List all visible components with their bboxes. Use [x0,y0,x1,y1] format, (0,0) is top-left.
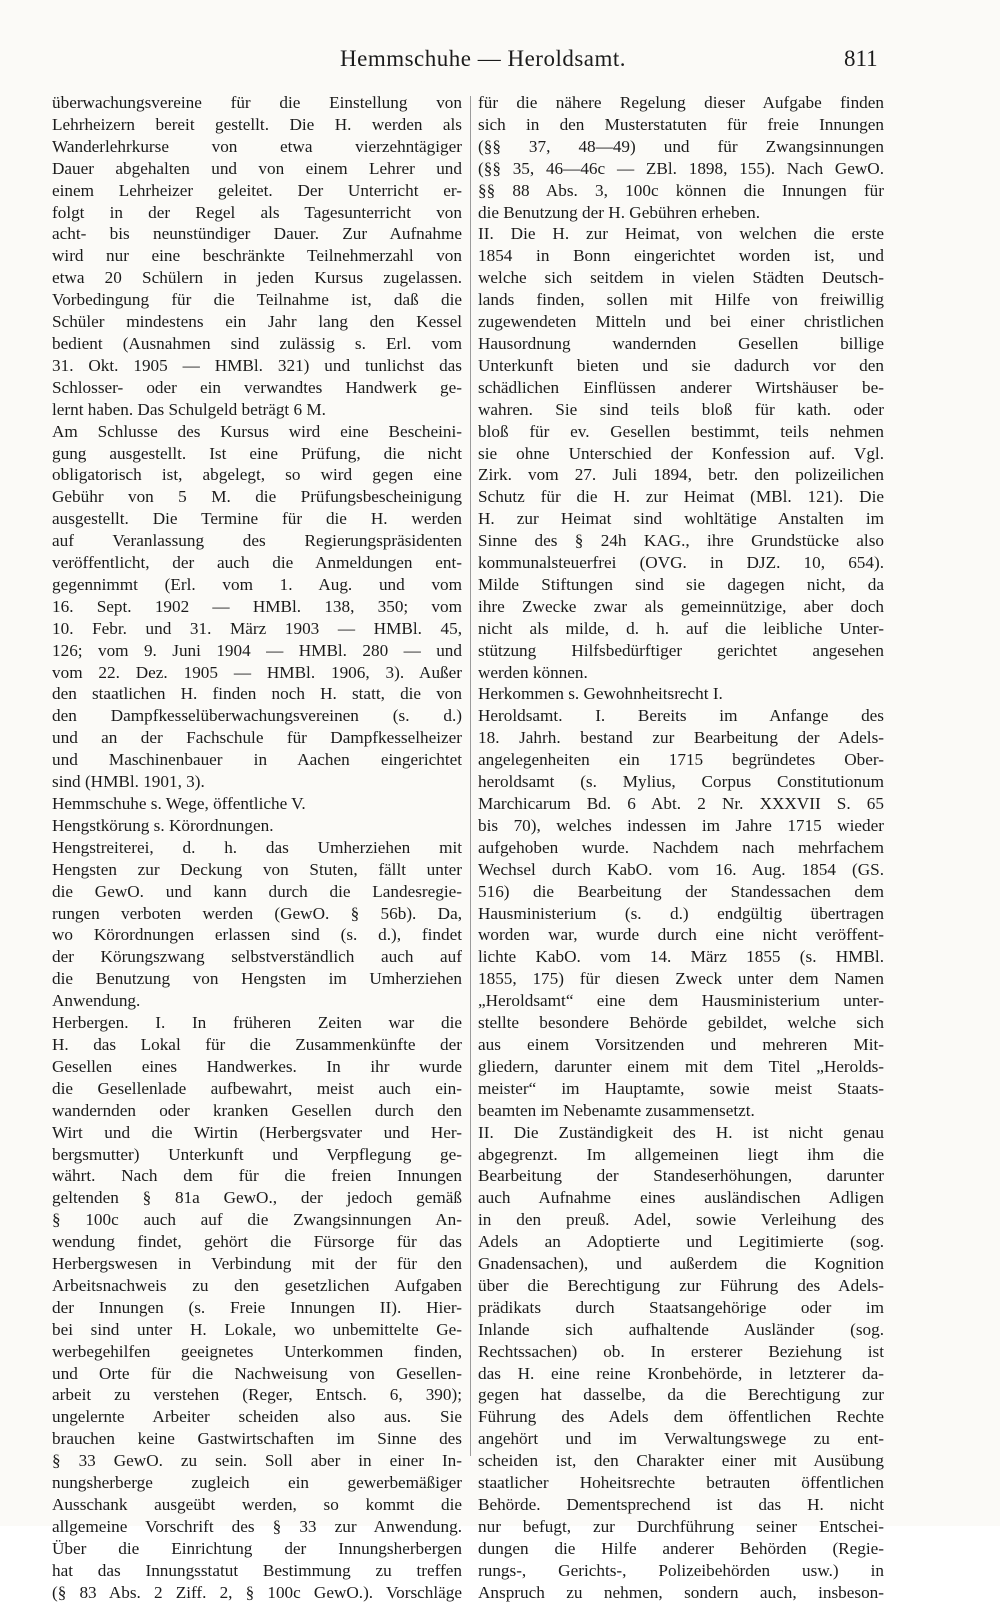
text-line: und an der Fachschule für Dampfkesselheizer [52,728,462,748]
text-line: (§ 83 Abs. 2 Ziff. 2, § 100c GewO.). Vorschläge [52,1582,462,1602]
text-line: Gesellen eines Handwerkes. In ihr wurde [52,1056,462,1076]
text-line: Behörde. Dementsprechend ist das H. nicht [478,1495,884,1514]
text-line: Anspruch zu nehmen, sondern auch, insbeson- [478,1582,884,1602]
text-line: Milde Stiftungen sind sie dagegen nicht, da [478,574,884,594]
text-line: gung ausgestellt. Ist eine Prüfung, die nicht [52,443,462,463]
text-line: 1854 in Bonn eingerichtet worden ist, und [478,246,884,266]
text-line: Schutz für die H. zur Heimat (MBl. 121). Die [478,487,884,507]
text-line: lichte KabO. vom 14. März 1855 (s. HMBl. [478,947,884,967]
text-line: werden können. [478,662,588,682]
text-line: brauchen keine Gastwirtschaften im Sinne des [52,1429,462,1449]
text-line: gliedern, darunter einem mit dem Titel „Herolds- [478,1056,884,1076]
text-line: „Heroldsamt“ eine dem Hausministerium unter- [478,991,884,1011]
text-line: Wirt und die Wirtin (Herbergsvater und Her- [52,1122,462,1142]
left-column [52,92,462,1604]
text-line: Hemmschuhe s. Wege, öffentliche V. [52,794,306,813]
text-line: 31. Okt. 1905 — HMBl. 321) und tunlichst das [52,355,462,375]
text-line: Hausministerium (s. d.) endgültig übertragen [478,903,884,923]
right-column [478,92,884,1604]
text-line: stellte besondere Behörde gebildet, welche sich [478,1013,884,1033]
text-line: wo Körordnungen erlassen sind (s. d.), findet [52,925,462,945]
text-line: Über die Einrichtung der Innungsherbergen [52,1538,462,1558]
text-line: (§§ 37, 48—49) und für Zwangsinnungen [478,136,884,156]
text-line: die Benutzung von Hengsten im Umherziehen [52,969,462,989]
text-line: bis 70), welches indessen im Jahre 1715 wieder [478,815,884,835]
text-line: angehört und im Verwaltungswege zu ent- [478,1429,884,1449]
text-line: Führung des Adels dem öffentlichen Rechte [478,1407,884,1427]
text-line: schädlichen Einflüssen anderer Wirtshäuser be- [478,377,884,397]
text-line: auf Veranlassung des Regierungspräsidenten [52,531,462,551]
text-line: scheiden ist, den Charakter einer mit Ausübung [478,1451,884,1471]
text-line: lernt haben. Das Schulgeld beträgt 6 M. [52,399,326,419]
column-divider [470,96,471,1456]
text-line: Adels an Adoptierte und Legitimierte (sog. [478,1232,884,1252]
text-line: ihre Zwecke zwar als gemeinnützige, aber doch [478,596,884,616]
text-line: Herbergswesen in Verbindung mit der für den [52,1254,462,1274]
text-line: Herkommen s. Gewohnheitsrecht I. [478,684,723,704]
text-line: heroldsamt (s. Mylius, Corpus Constitutionum [478,772,884,792]
text-line: der Körungszwang selbstverständlich auch auf [52,947,462,967]
text-line: geltenden § 81a GewO., der jedoch gemäß [52,1188,462,1208]
text-line: meister“ im Hauptamte, sowie meist Staats- [478,1078,884,1098]
text-line: 16. Sept. 1902 — HMBl. 138, 350; vom [52,596,462,616]
text-line: bergsmutter) Unterkunft und Verpflegung ge- [52,1144,462,1164]
text-line: gegennimmt (Erl. vom 1. Aug. und vom [52,574,462,594]
text-line: gegen hat dasselbe, da die Berechtigung zur [478,1385,884,1405]
text-line: abgegrenzt. Im allgemeinen liegt ihm die [478,1144,884,1164]
text-line: kommunalsteuerfrei (OVG. in DJZ. 10, 654). [478,553,884,573]
text-line: acht- bis neunstündiger Dauer. Zur Aufnahme [52,224,462,244]
text-line: II. Die H. zur Heimat, von welchen die erste [478,224,884,244]
text-line: nicht als milde, d. h. auf die leibliche Unter- [478,618,884,638]
text-line: (§§ 35, 46—46c — ZBl. 1898, 155). Nach GewO. [478,158,884,178]
text-line: wahren. Sie sind teils bloß für kath. oder [478,399,884,419]
text-line: sie ohne Unterschied der Konfession auf. Vgl. [478,443,884,463]
text-line: Inlande sich aufhaltende Ausländer (sog. [478,1319,884,1339]
text-line: etwa 20 Schülern in jeden Kursus zugelassen. [52,268,462,288]
text-line: obligatorisch ist, abgelegt, so wird gegen eine [52,465,462,485]
text-line: nur befugt, zur Durchführung seiner Entschei- [478,1516,884,1536]
text-line: für die nähere Regelung dieser Aufgabe finden [478,93,884,112]
text-line: Zirk. vom 27. Juli 1894, betr. den polizeilichen [478,465,884,485]
text-line: und Orte für die Nachweisung von Gesellen- [52,1363,462,1383]
text-line: bei sind unter H. Lokale, wo unbemittelte Ge- [52,1319,462,1339]
text-line: vom 22. Dez. 1905 — HMBl. 1906, 3). Außer [52,662,462,682]
text-line: staatlicher Hoheitsrechte betrauten öffentlichen [478,1473,884,1493]
text-line: Ausschank ausgeübt werden, so kommt die [52,1495,462,1514]
text-line: die Gesellenlade aufbewahrt, meist auch ein- [52,1078,462,1098]
text-line: und Maschinenbauer in Aachen eingerichtet [52,750,462,770]
text-line: Schlosser- oder ein verwandtes Handwerk ge- [52,377,462,397]
text-line: wandernden oder kranken Gesellen durch den [52,1100,462,1120]
text-line: Sinne des § 24h KAG., ihre Grundstücke also [478,531,884,551]
text-line: folgt in der Regel als Tagesunterricht von [52,202,462,222]
text-line: arbeit zu verstehen (Reger, Entsch. 6, 390); [52,1385,462,1405]
text-line: dungen die Hilfe anderer Behörden (Regie- [478,1538,884,1558]
text-line: § 100c auch auf die Zwangsinnungen An- [52,1210,462,1230]
text-line: wendung findet, gehört die Fürsorge für das [52,1232,462,1252]
text-line: Hengstreiterei, d. h. das Umherziehen mit [52,837,462,857]
text-line: auch Aufnahme eines ausländischen Adligen [478,1188,884,1208]
text-line: bloß für ev. Gesellen bestimmt, teils nehmen [478,421,884,441]
text-line: Hausordnung wandernden Gesellen billige [478,333,884,353]
text-line: währt. Nach dem für die freien Innungen [52,1166,462,1186]
text-line: Gebühr von 5 M. die Prüfungsbescheinigung [52,487,462,507]
text-line: rungen verboten werden (GewO. § 56b). Da, [52,903,462,923]
text-line: veröffentlicht, der auch die Anmeldungen ent- [52,553,462,573]
text-line: nungsherberge zugleich ein gewerbemäßiger [52,1473,462,1493]
text-line: das H. eine reine Kronbehörde, in letzterer da- [478,1363,884,1383]
text-line: einem Lehrheizer geleitet. Der Unterricht er- [52,180,462,200]
text-line: aufgehoben wurde. Nachdem nach mehrfachem [478,837,884,857]
text-line: 126; vom 9. Juni 1904 — HMBl. 280 — und [52,640,462,660]
text-line: angelegenheiten ein 1715 begründetes Ober- [478,750,884,770]
text-line: den Dampfkesselüberwachungsvereinen (s. d.) [52,706,462,726]
text-line: Heroldsamt. I. Bereits im Anfange des [478,706,884,726]
text-line: bedient (Ausnahmen sind zulässig s. Erl. vom [52,333,462,353]
text-line: worden war, wurde durch eine nicht veröffent- [478,925,884,945]
text-line: Anwendung. [52,991,141,1011]
text-line: Wanderlehrkurse von etwa vierzehntägiger [52,136,462,156]
text-line: prädikats durch Staatsangehörige oder im [478,1297,884,1317]
text-line: wird nur eine beschränkte Teilnehmerzahl von [52,246,462,266]
text-line: welche sich seitdem in vielen Städten Deutsch- [478,268,884,288]
text-line: hat das Innungsstatut Bestimmung zu treffen [52,1560,462,1580]
text-line: Herbergen. I. In früheren Zeiten war die [52,1013,462,1033]
text-line: Unterkunft bieten und sie dadurch vor den [478,355,884,375]
text-line: die Benutzung der H. Gebühren erheben. [478,202,761,222]
text-line: zugewendeten Mitteln und bei einer christlichen [478,312,884,332]
text-line: 516) die Bearbeitung der Standessachen dem [478,881,884,901]
running-title: Hemmschuhe — Heroldsamt. [340,46,627,71]
text-line: überwachungsvereine für die Einstellung von [52,93,462,112]
text-line: Vorbedingung für die Teilnahme ist, daß die [52,290,462,310]
page-number: 811 [844,46,878,71]
text-line: Hengstkörung s. Körordnungen. [52,815,274,835]
text-line: § 33 GewO. zu sein. Soll aber in einer In- [52,1451,462,1471]
text-line: der Innungen (s. Freie Innungen II). Hier- [52,1297,462,1317]
text-line: H. das Lokal für die Zusammenkünfte der [52,1034,462,1054]
text-line: Hengsten zur Deckung von Stuten, fällt unter [52,859,462,879]
text-line: die GewO. und kann durch die Landesregie- [52,881,462,901]
text-line: ausgestellt. Die Termine für die H. werden [52,509,462,529]
text-line: ungelernte Arbeiter scheiden also aus. Sie [52,1407,462,1427]
text-line: werbegehilfen geeignetes Unterkommen finden, [52,1341,462,1361]
text-line: rungs-, Gerichts-, Polizeibehörden usw.) in [478,1560,884,1580]
text-line: den staatlichen H. finden noch H. statt, die von [52,684,462,704]
text-line: Am Schlusse des Kursus wird eine Bescheini- [52,421,462,441]
text-line: §§ 88 Abs. 3, 100c können die Innungen für [478,180,884,200]
text-line: allgemeine Vorschrift des § 33 zur Anwendung. [52,1516,462,1536]
text-line: Gnadensachen), und außerdem die Kognition [478,1254,884,1274]
text-line: II. Die Zuständigkeit des H. ist nicht genau [478,1122,884,1142]
text-line: Arbeitsnachweis zu den gesetzlichen Aufgaben [52,1275,462,1295]
text-line: 10. Febr. und 31. März 1903 — HMBl. 45, [52,618,462,638]
text-line: lands finden, sollen mit Hilfe von freiwillig [478,290,884,310]
text-line: Lehrheizern bereit gestellt. Die H. werden als [52,114,462,134]
text-line: Schüler mindestens ein Jahr lang den Kessel [52,312,462,332]
text-line: Wechsel durch KabO. vom 16. Aug. 1854 (GS. [478,859,884,879]
text-line: aus einem Vorsitzenden und mehreren Mit- [478,1034,884,1054]
text-line: Marchicarum Bd. 6 Abt. 2 Nr. XXXVII S. 65 [478,794,884,813]
text-line: über die Berechtigung zur Führung des Adels- [478,1275,884,1295]
text-line: sind (HMBl. 1901, 3). [52,772,205,792]
text-line: H. zur Heimat sind wohltätige Anstalten im [478,509,884,529]
text-line: stützung Hilfsbedürftiger gerichtet angesehen [478,640,884,660]
text-line: 1855, 175) für diesen Zweck unter dem Namen [478,969,884,989]
text-line: beamten im Nebenamte zusammensetzt. [478,1100,755,1120]
text-line: Bearbeitung der Standeserhöhungen, darunter [478,1166,884,1186]
text-line: Dauer abgehalten und von einem Lehrer und [52,158,462,178]
text-line: Rechtssachen) ob. In ersterer Beziehung ist [478,1341,884,1361]
text-line: 18. Jahrh. bestand zur Bearbeitung der Adels- [478,728,884,748]
text-line: in den preuß. Adel, sowie Verleihung des [478,1210,884,1230]
text-line: sich in den Musterstatuten für freie Innungen [478,114,884,134]
